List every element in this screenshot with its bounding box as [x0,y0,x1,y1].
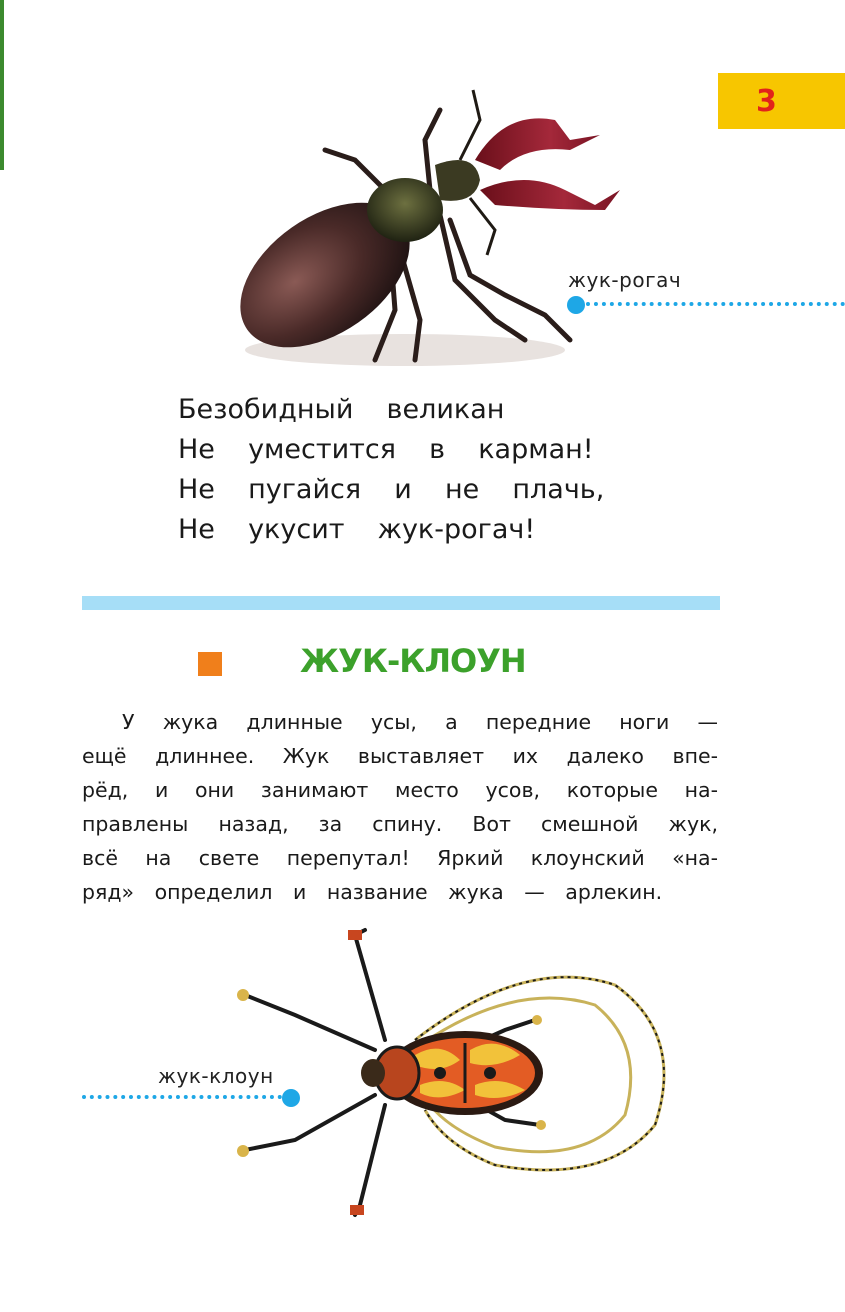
paragraph-line: ещё длиннее. Жук выставляет их далеко впе- [82,744,718,768]
section-heading: ЖУК-КЛОУН [300,642,526,680]
clown-beetle-image [225,925,685,1225]
page-number-badge [718,73,845,129]
paragraph-line: рёд, и они занимают место усов, которые на- [82,778,718,802]
poem-line: Не уместится в карман! [178,434,594,465]
page-number: 3 [756,83,777,119]
clown-beetle-paragraph [82,705,718,909]
stag-callout-dot [567,296,585,314]
paragraph-line: всё на свете перепутал! Яркий клоунский «на- [82,846,718,870]
stag-beetle-image [225,80,645,380]
clown-beetle-caption: жук-клоун [158,1064,274,1088]
poem-line: Не пугайся и не плачь, [178,474,605,505]
section-marker [198,652,222,676]
clown-callout-dot [282,1089,300,1107]
stag-beetle-caption: жук-рогач [568,268,682,292]
paragraph-line: У жука длинные усы, а передние ноги — [122,710,718,734]
paragraph-line: ряд» определил и название жука — арлекин. [82,880,663,904]
poem [178,390,604,550]
paragraph-line: правлены назад, за спину. Вот смешной жук, [82,812,718,836]
poem-line: Безобидный великан [178,394,505,425]
stag-callout-line [586,302,845,306]
poem-line: Не укусит жук-рогач! [178,514,536,545]
page-edge-strip [0,0,4,170]
section-divider [82,596,720,610]
clown-callout-line [82,1095,282,1099]
